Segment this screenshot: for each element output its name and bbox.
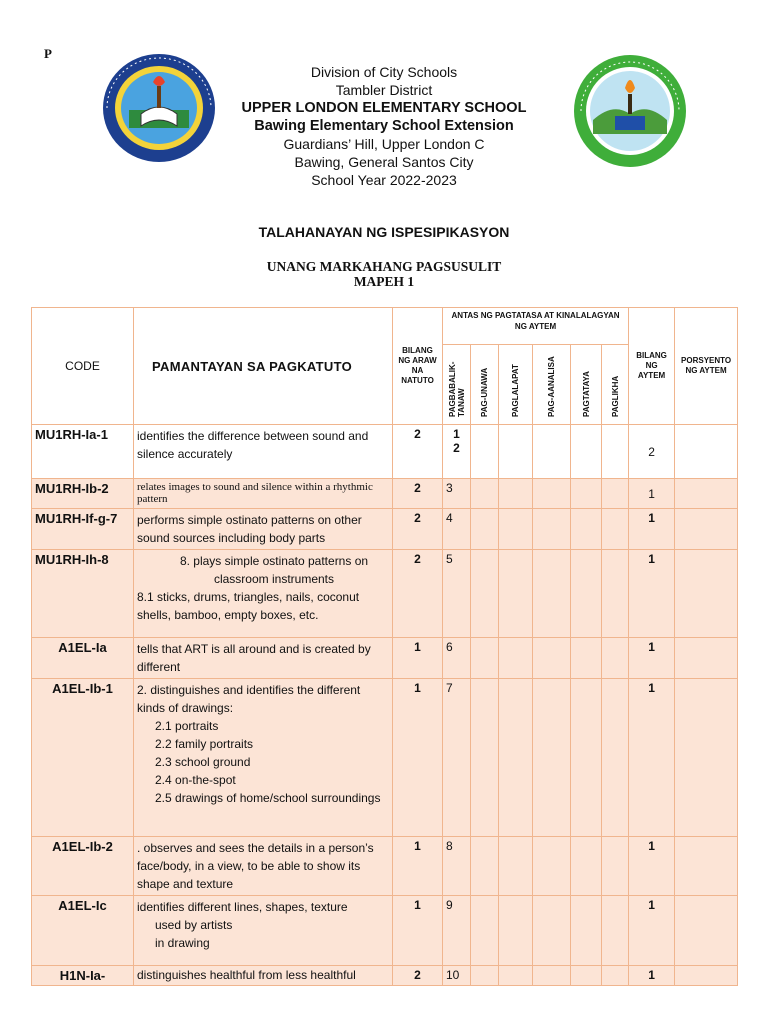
days-cell: 2 [393, 479, 443, 509]
code-cell: A1EL-Ib-2 [32, 837, 134, 896]
school-name: UPPER LONDON ELEMENTARY SCHOOL [241, 100, 527, 116]
school-seal-logo [573, 54, 687, 168]
count-cell: 1 [629, 966, 675, 986]
description-cell [134, 679, 393, 837]
table-row [32, 966, 738, 986]
description-main: 8. plays simple ostinato patterns on classroom instruments [179, 554, 369, 586]
subject-name: MAPEH 1 [353, 274, 415, 289]
description-sub: used by artists in drawing [155, 918, 233, 950]
table-row [32, 550, 738, 638]
days-cell: 1 [393, 638, 443, 679]
description-cell: performs simple ostinato patterns on other sound sources including body parts [134, 509, 393, 550]
code-cell: A1EL-Ib-1 [32, 679, 134, 837]
count-cell: 1 [629, 550, 675, 638]
sub-item: 2.1 portraits [155, 719, 219, 733]
sub-item: 2.3 school ground [155, 755, 251, 769]
description-cell [134, 896, 393, 966]
item-cell: 10 [443, 966, 471, 986]
code-cell: A1EL-Ia [32, 638, 134, 679]
code-cell: MU1RH-Ih-8 [32, 550, 134, 638]
corner-mark: P [44, 46, 52, 61]
exam-name: UNANG MARKAHANG PAGSUSULIT [266, 259, 502, 274]
table-row [32, 896, 738, 966]
table-row [32, 837, 738, 896]
description-main: identifies different lines, shapes, texture [137, 900, 348, 914]
days-cell: 2 [393, 425, 443, 479]
count-cell: 1 [629, 837, 675, 896]
table-row [32, 425, 738, 479]
item-cell: 9 [443, 896, 471, 966]
count-cell: 2 [629, 425, 675, 479]
school-extension: Bawing Elementary School Extension [254, 118, 514, 134]
count-cell: 1 [629, 509, 675, 550]
item-cell: 7 [443, 679, 471, 837]
school-year: School Year 2022-2023 [311, 172, 457, 188]
header-level-2: PAG-UNAWA [471, 345, 499, 425]
days-cell: 1 [393, 679, 443, 837]
header-pamantayan: PAMANTAYAN SA PAGKATUTO [134, 308, 393, 425]
district-line: Tambler District [335, 82, 433, 98]
header-level-3: PAGLALAPAT [499, 345, 533, 425]
days-cell: 1 [393, 837, 443, 896]
days-cell: 2 [393, 550, 443, 638]
description-cell: tells that ART is all around and is created by different [134, 638, 393, 679]
specification-table [31, 307, 738, 986]
code-cell: MU1RH-Ia-1 [32, 425, 134, 479]
sub-item: 2.2 family portraits [155, 737, 254, 751]
code-cell: H1N-Ia- [32, 966, 134, 986]
description-cell: relates images to sound and silence within a rhythmic pattern [134, 479, 393, 509]
days-cell: 2 [393, 966, 443, 986]
sub-item: 2.5 drawings of home/school surroundings [155, 791, 381, 805]
table-row [32, 479, 738, 509]
count-cell: 1 [629, 679, 675, 837]
address-line-2: Bawing, General Santos City [294, 154, 474, 170]
header-level-1: PAGBABALIK-TANAW [443, 345, 471, 425]
description-cell: identifies the difference between sound and silence accurately [134, 425, 393, 479]
division-line: Division of City Schools [310, 64, 458, 80]
table-row [32, 509, 738, 550]
count-cell: 1 [629, 638, 675, 679]
header-porsyento: PORSYENTO NG AYTEM [675, 308, 738, 425]
header-bilang-aytem: BILANG NG AYTEM [629, 308, 675, 425]
item-cell: 1 2 [443, 425, 471, 479]
code-cell: MU1RH-If-g-7 [32, 509, 134, 550]
exam-subtitle [0, 259, 768, 289]
header-level-6: PAGLIKHA [602, 345, 629, 425]
table-row [32, 679, 738, 837]
item-cell: 3 [443, 479, 471, 509]
description-cell: distinguishes healthful from less healthful [134, 966, 393, 986]
count-cell: 1 [629, 896, 675, 966]
description-sub: 8.1 sticks, drums, triangles, nails, coconut shells, bamboo, empty boxes, etc. [137, 590, 360, 622]
code-cell: A1EL-Ic [32, 896, 134, 966]
days-cell: 2 [393, 509, 443, 550]
item-cell: 5 [443, 550, 471, 638]
description-cell: . observes and sees the details in a person’s face/body, in a view, to be able to show its shape and texture [134, 837, 393, 896]
count-cell: 1 [629, 479, 675, 509]
header-level-5: PAGTATAYA [571, 345, 602, 425]
header-code: CODE [32, 308, 134, 425]
school-header [200, 63, 568, 189]
document-title: TALAHANAYAN NG ISPESIPIKASYON [258, 224, 510, 240]
header-antas: ANTAS NG PAGTATASA AT KINALALAGYAN NG AYTEM [443, 308, 629, 345]
description-cell [134, 550, 393, 638]
item-cell: 6 [443, 638, 471, 679]
code-cell: MU1RH-Ib-2 [32, 479, 134, 509]
header-bilang-araw: BILANG NG ARAW NA NATUTO [393, 308, 443, 425]
sub-item: 2.4 on-the-spot [155, 773, 236, 787]
address-line-1: Guardians’ Hill, Upper London C [283, 136, 485, 152]
days-cell: 1 [393, 896, 443, 966]
header-level-4: PAG-AANALISA [533, 345, 571, 425]
table-row [32, 638, 738, 679]
description-main: 2. distinguishes and identifies the different kinds of drawings: [137, 683, 361, 715]
item-cell: 4 [443, 509, 471, 550]
item-cell: 8 [443, 837, 471, 896]
